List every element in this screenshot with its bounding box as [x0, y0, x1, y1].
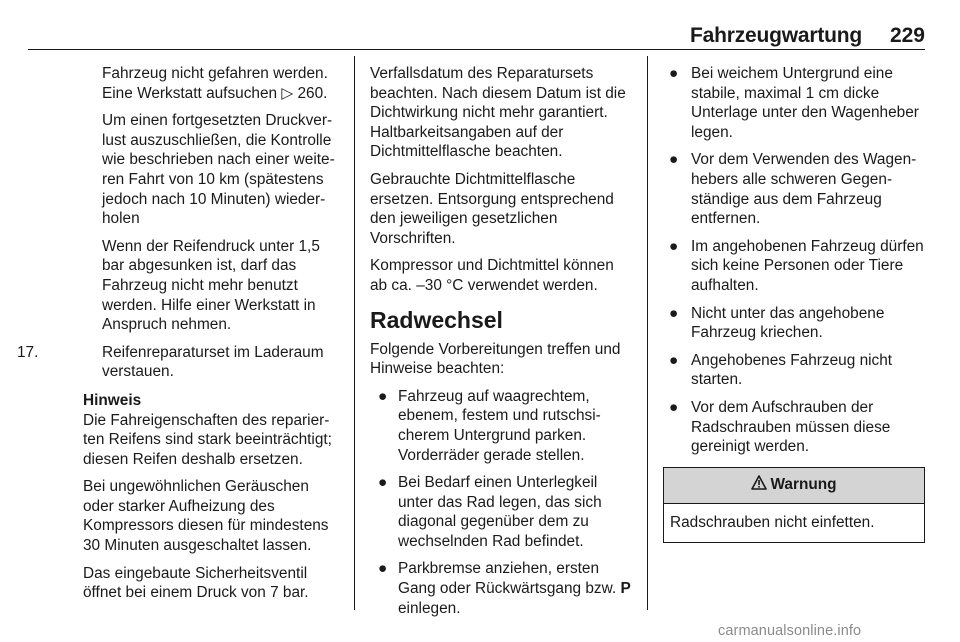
list-item: [370, 473, 634, 551]
bullet-icon: ●: [378, 474, 388, 492]
paragraph: Gebrauchte Dichtmittelflasche ersetzen. Entsorgung entsprechend den jeweiligen gesetzlichen Vorschriften.: [370, 170, 614, 247]
bullet-icon: ●: [669, 398, 679, 416]
bullet-icon: ●: [669, 351, 679, 369]
bullet-icon: ●: [378, 387, 388, 405]
paragraph: Kompressor und Dichtmittel können ab ca. –30 °C verwendet werden.: [370, 257, 614, 294]
gear-label: P: [620, 580, 631, 598]
step-number: 17.: [17, 343, 39, 361]
bullet-icon: ●: [669, 237, 679, 255]
watermark: carmanualsonline.info: [718, 623, 862, 639]
note-paragraph: Die Fahreigenschaften des reparierten Reifens sind stark beeinträchtigt; diesen Reifen deshalb ersetzen.: [83, 411, 332, 468]
list-item-text: Parkbremse anziehen, ersten Gang oder Rückwärtsgang bzw.: [398, 560, 617, 598]
list-item: [663, 150, 925, 228]
paragraph: Wenn der Reifendruck unter 1,5 bar abgesunken ist, darf das Fahrzeug nicht mehr benutzt werden. Hilfe einer Werkstatt in Anspruch nehmen.: [102, 237, 320, 334]
page-number: 229: [889, 24, 925, 47]
warning-triangle-icon: [751, 475, 767, 496]
note-block: [15, 391, 343, 603]
chapter-title: Fahrzeugwartung: [690, 24, 863, 47]
step-17: [15, 343, 343, 382]
step-text: Reifenreparaturset im Laderaum verstauen.: [102, 343, 324, 381]
list-item: [663, 304, 925, 343]
bullet-icon: ●: [669, 65, 679, 82]
warning-box: [663, 467, 925, 544]
list-item-text: Nicht unter das angehobene Fahrzeug kriechen.: [691, 304, 885, 342]
paragraph: Um einen fortgesetzten Druckverlust auszuschließen, die Kontrolle wie beschrieben nach einer weiteren Fahrt von 10 km (spätestens jedoch nach 10 Minuten) wiederholen: [102, 112, 335, 228]
list-item-text: Bei Bedarf einen Unterlegkeil unter das Rad legen, das sich diagonal gegenüber dem zu wechselnden Rad befindet.: [398, 474, 602, 550]
list-item: [663, 237, 925, 296]
list-item-text: Vor dem Aufschrauben der Radschrauben müssen diese gereinigt werden.: [691, 398, 891, 456]
section-intro: Folgende Vorbereitungen treffen und Hinweise beachten:: [370, 340, 621, 378]
column-divider-1: [354, 56, 355, 610]
column-3: [663, 64, 925, 543]
bullet-icon: ●: [378, 560, 388, 578]
list-item: [663, 398, 925, 457]
bullet-icon: ●: [669, 304, 679, 322]
list-item-text-tail: einlegen.: [398, 599, 461, 617]
note-paragraph: Bei ungewöhnlichen Geräuschen oder starker Aufheizung des Kompressors diesen für mindestens 30 Minuten ausgeschaltet lassen.: [83, 478, 329, 555]
warning-text: Radschrauben nicht einfetten.: [670, 513, 875, 531]
section-title: Radwechsel: [370, 306, 503, 333]
column-divider-2: [647, 56, 648, 610]
list-item: [370, 559, 634, 618]
list-item-text: Vor dem Verwenden des Wagenhebers alle schweren Gegenständige aus dem Fahrzeug entfernen.: [691, 151, 917, 228]
warning-header: [664, 468, 924, 504]
paragraph: Fahrzeug nicht gefahren werden. Eine Werkstatt aufsuchen ▷ 260.: [102, 65, 328, 102]
column-2: [370, 64, 634, 626]
list-item-text: Bei weichem Untergrund eine stabile, maximal 1 cm dicke Unterlage unter den Wagenheber legen.: [691, 65, 919, 141]
note-heading: Hinweis: [83, 391, 142, 409]
note-paragraph: Das eingebaute Sicherheitsventil öffnet bei einem Druck von 7 bar.: [83, 564, 309, 602]
continued-step-text: [15, 64, 343, 335]
bullet-icon: ●: [669, 151, 679, 169]
paragraph: Verfallsdatum des Reparatursets beachten. Nach diesem Datum ist die Dichtwirkung nicht mehr garantiert. Haltbarkeitsangaben auf der Dichtmittelflasche beachten.: [370, 65, 626, 161]
list-item-text: Im angehobenen Fahrzeug dürfen sich keine Personen oder Tiere aufhalten.: [691, 237, 924, 294]
header-rule: [28, 49, 925, 50]
list-item-text: Angehobenes Fahrzeug nicht starten.: [691, 351, 893, 389]
list-item: [663, 351, 925, 390]
list-item: [663, 64, 925, 142]
list-item-text: Fahrzeug auf waagrechtem, ebenem, festem und rutschsicherem Untergrund parken. Vorderräder gerade stellen.: [398, 387, 601, 464]
list-item: [370, 387, 634, 465]
warning-heading: Warnung: [770, 476, 837, 494]
column-1: [15, 64, 343, 611]
